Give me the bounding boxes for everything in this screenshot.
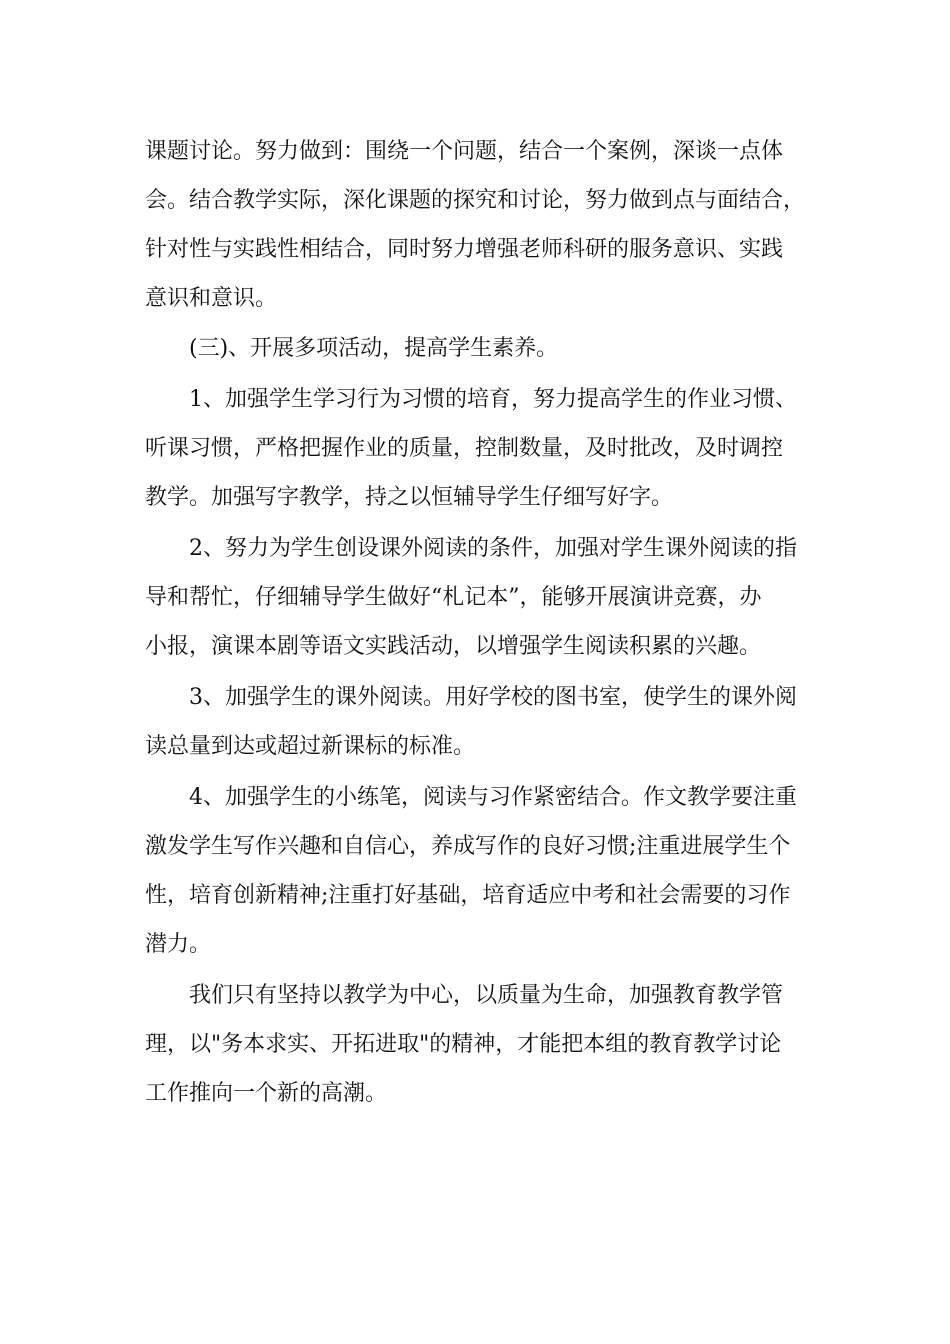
text-line: 1、加强学生学习行为习惯的培育，努力提高学生的作业习惯、 [189,387,797,412]
text-line: 会。结合教学实际，深化课题的探究和讨论，努力做到点与面结合， [145,188,806,213]
text-line: 4、加强学生的小练笔，阅读与习作紧密结合。作文教学要注重 [189,785,797,810]
text-line: 针对性与实践性相结合，同时努力增强老师科研的服务意识、实践 [145,237,784,262]
text-line: 读总量到达或超过新课标的标准。 [145,734,476,759]
text-line: 课题讨论。努力做到：围绕一个问题，结合一个案例，深谈一点体 [145,139,784,164]
section-heading: (三)、开展多项活动，提高学生素养。 [189,336,559,361]
text-line: 理，以"务本求实、开拓进取"的精神，才能把本组的教育教学讨论 [145,1032,782,1057]
text-line: 小报，演课本剧等语文实践活动，以增强学生阅读积累的兴趣。 [145,634,762,659]
text-line: 听课习惯，严格把握作业的质量，控制数量，及时批改，及时调控 [145,436,784,461]
text-line: 意识和意识。 [145,286,278,311]
text-line: 3、加强学生的课外阅读。用好学校的图书室，使学生的课外阅 [189,685,797,710]
text-line: 工作推向一个新的高潮。 [145,1081,388,1106]
text-line: 教学。加强写字教学，持之以恒辅导学生仔细写好字。 [145,485,674,510]
text-line: 性，培育创新精神;注重打好基础，培育适应中考和社会需要的习作 [145,883,791,908]
text-line: 激发学生写作兴趣和自信心，养成写作的良好习惯;注重进展学生个 [145,834,791,859]
text-line: 导和帮忙，仔细辅导学生做好“札记本”，能够开展演讲竞赛，办 [145,585,762,610]
text-line: 我们只有坚持以教学为中心，以质量为生命，加强教育教学管 [189,983,784,1008]
text-line: 潜力。 [145,932,212,957]
text-line: 2、努力为学生创设课外阅读的条件，加强对学生课外阅读的指 [189,536,797,561]
